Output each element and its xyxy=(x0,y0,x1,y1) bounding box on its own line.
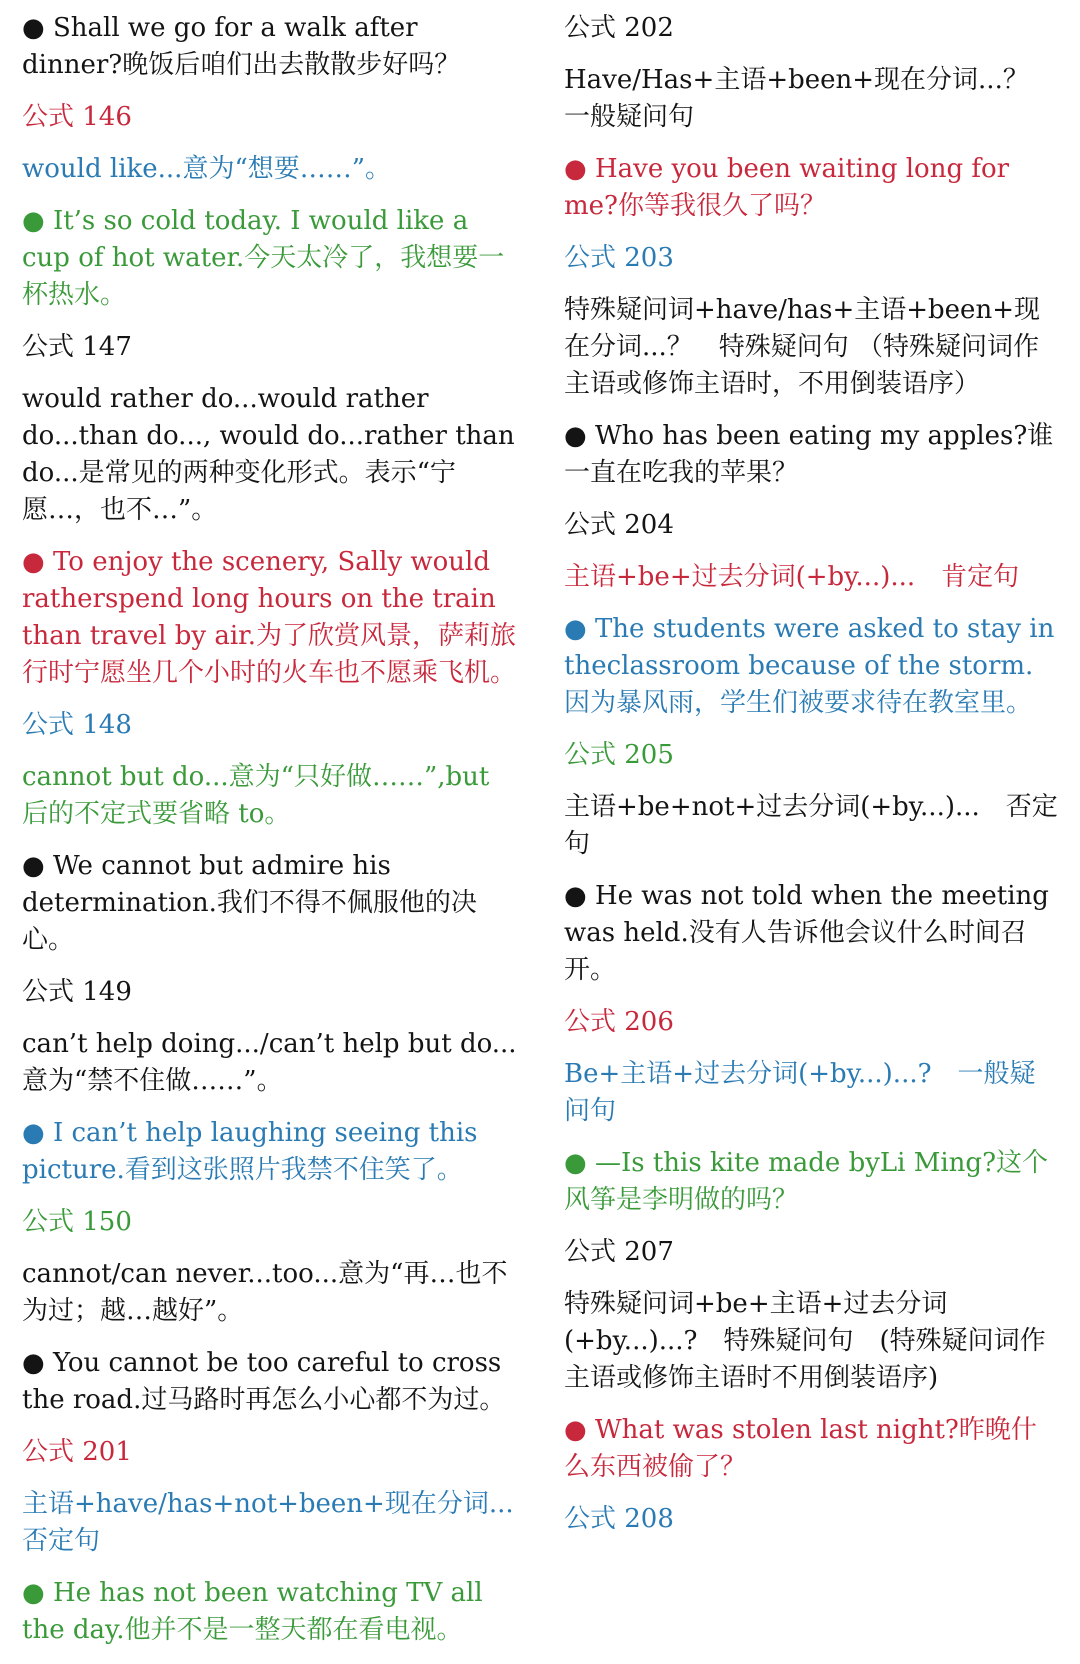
formula-rule: can’t help doing.../can’t help but do...意为“禁不住做……”。 xyxy=(22,1029,517,1096)
formula-heading: 公式 150 xyxy=(22,1207,132,1237)
example-sentence: ● —Is this kite made byLi Ming?这个风筝是李明做的吗？ xyxy=(564,1148,1049,1215)
formula-rule: cannot/can never...too...意为“再…也不为过；越…越好”。 xyxy=(22,1259,508,1326)
formula-heading: 公式 203 xyxy=(564,243,674,273)
left-column xyxy=(22,10,522,1664)
example-sentence: ● I can’t help laughing seeing this picture.看到这张照片我禁不住笑了。 xyxy=(22,1118,478,1185)
example-sentence: ● He has not been watching TV all the day.他并不是一整天都在看电视。 xyxy=(22,1578,483,1645)
formula-rule: 主语+be+not+过去分词(+by...)... 否定句 xyxy=(564,792,1058,859)
formula-heading: 公式 202 xyxy=(564,13,674,43)
formula-rule: cannot but do...意为“只好做……”,but 后的不定式要省略 to。 xyxy=(22,762,490,829)
example-sentence: ● You cannot be too careful to cross the road.过马路时再怎么小心都不为过。 xyxy=(22,1348,506,1415)
example-sentence: ● Have you been waiting long for me?你等我很久了吗？ xyxy=(564,154,1010,221)
example-sentence: ● What was stolen last night?昨晚什么东西被偷了？ xyxy=(564,1415,1037,1482)
formula-heading: 公式 206 xyxy=(564,1007,674,1037)
example-sentence: ● We cannot but admire his determination.我们不得不佩服他的决心。 xyxy=(22,851,477,955)
formula-heading: 公式 207 xyxy=(564,1237,674,1267)
formula-heading: 公式 146 xyxy=(22,102,132,132)
right-column xyxy=(564,10,1058,1553)
formula-rule: 特殊疑问词+have/has+主语+been+现在分词...？ 特殊疑问句 （特殊疑问词作主语或修饰主语时，不用倒装语序） xyxy=(564,295,1040,399)
formula-heading: 公式 147 xyxy=(22,332,132,362)
formula-rule: would like...意为“想要……”。 xyxy=(22,154,392,184)
example-sentence: ● It’s so cold today. I would like a cup of hot water.今天太冷了，我想要一杯热水。 xyxy=(22,206,505,310)
formula-heading: 公式 148 xyxy=(22,710,132,740)
example-sentence: ● The students were asked to stay in theclassroom because of the storm.因为暴风雨，学生们被要求待在教室里。 xyxy=(564,614,1055,718)
formula-rule: 特殊疑问词+be+主语+过去分词(+by...)...? 特殊疑问句 (特殊疑问词作主语或修饰主语时不用倒装语序) xyxy=(564,1289,1046,1393)
formula-rule: Be+主语+过去分词(+by...)...? 一般疑问句 xyxy=(564,1059,1036,1126)
example-sentence: ● To enjoy the scenery, Sally would ratherspend long hours on the train than travel by air.为了欣赏风景，萨莉旅行时宁愿坐几个小时的火车也不愿乘飞机。 xyxy=(22,547,517,688)
example-sentence: ● Who has been eating my apples?谁一直在吃我的苹果？ xyxy=(564,421,1054,488)
formula-rule: 主语+be+过去分词(+by...)... 肯定句 xyxy=(564,562,1020,592)
formula-heading: 公式 201 xyxy=(22,1437,132,1467)
formula-heading: 公式 205 xyxy=(564,740,674,770)
formula-rule: 主语+have/has+not+been+现在分词...否定句 xyxy=(22,1489,514,1556)
example-sentence: ● Shall we go for a walk after dinner?晚饭后咱们出去散散步好吗？ xyxy=(22,13,461,80)
formula-rule: Have/Has+主语+been+现在分词...？ 一般疑问句 xyxy=(564,65,1055,132)
formula-heading: 公式 149 xyxy=(22,977,132,1007)
example-sentence: ● He was not told when the meeting was held.没有人告诉他会议什么时间召开。 xyxy=(564,881,1049,985)
formula-heading: 公式 208 xyxy=(564,1504,674,1534)
formula-heading: 公式 204 xyxy=(564,510,674,540)
formula-rule: would rather do...would rather do...than do..., would do...rather than do...是常见的两种变化形式。表示“宁愿…，也不…”。 xyxy=(22,384,515,525)
